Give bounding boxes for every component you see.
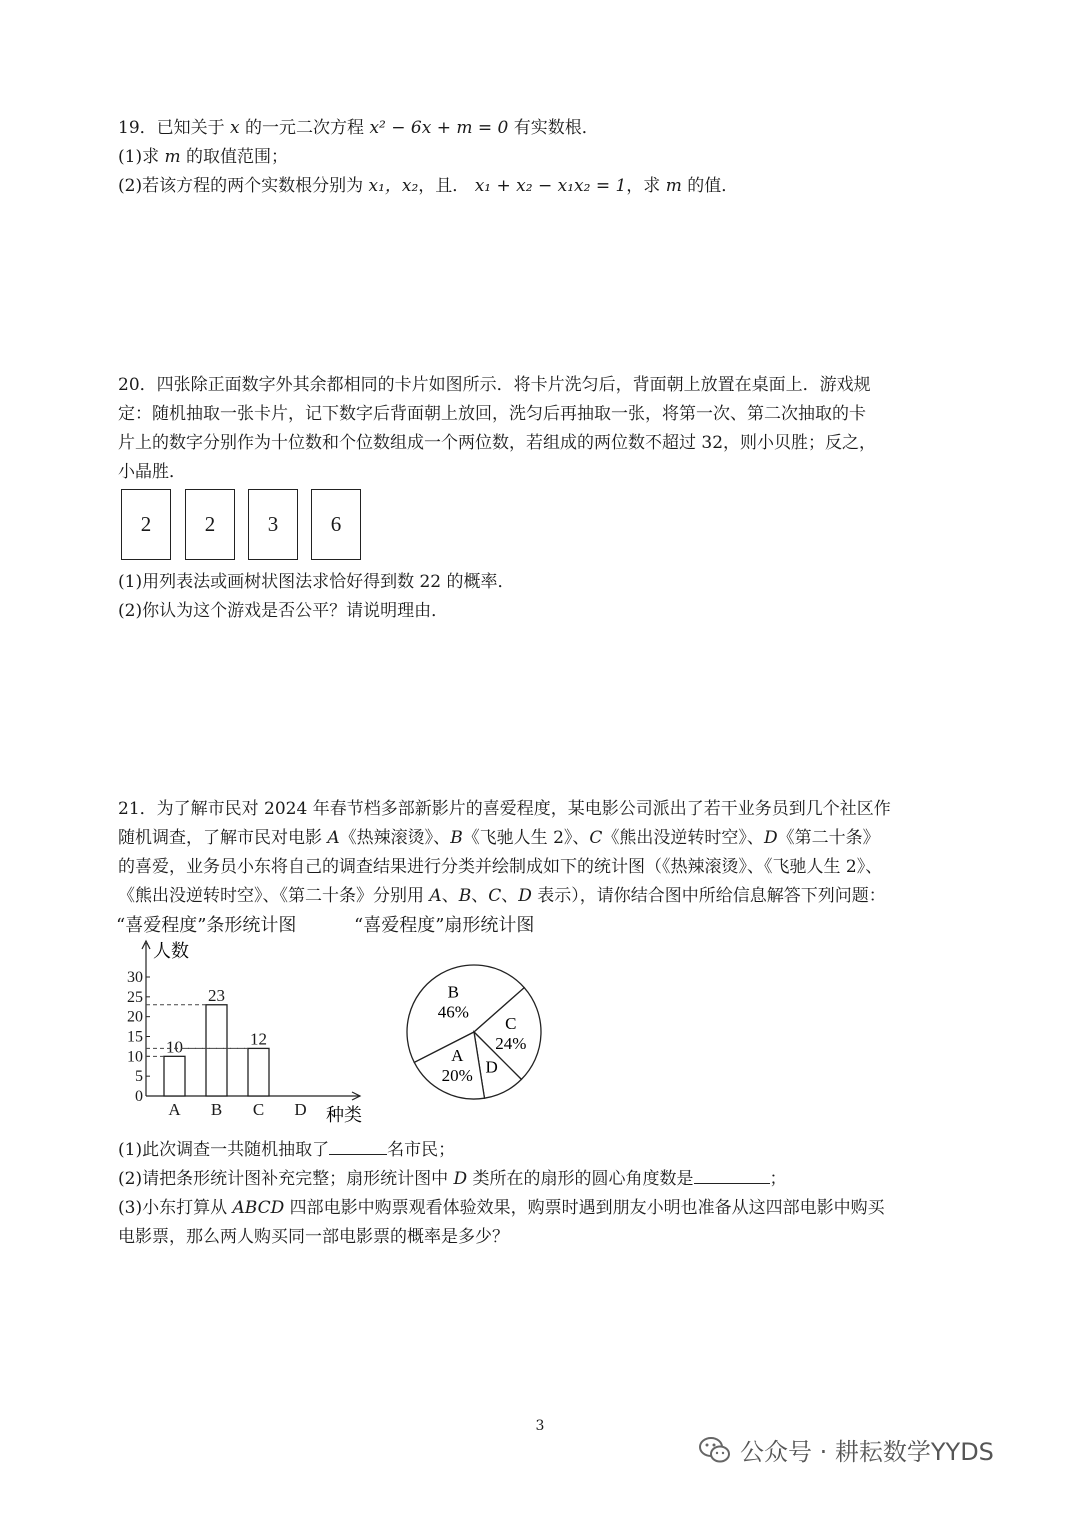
bar-value-label: 23 [208,985,225,1005]
answer-blank-2[interactable] [694,1165,770,1184]
pie-label-b: B [447,982,459,1002]
card-4: 6 [311,489,361,560]
bar-y-tick-label: 0 [135,1088,143,1105]
q21-part3-line1: (3)小东打算从 ABCD 四部电影中购票观看体验效果，购票时遇到朋友小明也准备从这四部电影中购买 [118,1198,885,1218]
q20-part2: (2)你认为这个游戏是否公平？请说明理由． [118,601,449,621]
q19-part1: (1)求 m 的取值范围； [118,147,289,167]
bar-y-tick-label: 5 [135,1068,143,1086]
pie-label-d: D [485,1057,498,1077]
card-3: 3 [248,489,298,560]
footer-text: 公众号 · 耕耘数学YYDS [740,1438,994,1466]
bar-y-label: 人数 [153,941,189,961]
footer-watermark [698,1432,994,1467]
pie-percent-a: 20% [441,1065,473,1085]
q20-stem-line3: 片上的数字分别作为十位数和个位数组成一个两位数，若组成的两位数不超过 32，则小贝胜；反之， [118,433,877,453]
card-2: 2 [185,489,235,560]
pie-chart-title: “喜爱程度”扇形统计图 [354,915,535,936]
bar-x-label: 种类 [326,1105,362,1125]
pie-percent-b: 46% [437,1002,469,1022]
q21-stem-line3: 的喜爱，业务员小东将自己的调查结果进行分类并绘制成如下的统计图（《热辣滚烫》、《飞驰人生 2》、 [118,857,883,877]
bar-x-tick-label: C [252,1100,265,1119]
bar-x-tick-label: B [210,1100,223,1119]
bar-value-label: 10 [166,1037,183,1057]
bar [164,1056,185,1096]
pie-label-a: A [451,1045,464,1065]
bar-y-tick-label: 30 [127,969,143,986]
bar [248,1048,269,1096]
bar-y-tick-label: 10 [127,1048,143,1066]
wechat-icon [698,1435,732,1465]
bar-y-tick-label: 15 [127,1028,143,1046]
q19-part2: (2)若该方程的两个实数根分别为 x₁，x₂，且． x₁ + x₂ − x₁x₂ = 1，求 m 的值． [118,176,739,196]
pie-percent-c: 24% [495,1034,527,1054]
bar-x-tick-label: A [168,1100,181,1119]
bar-x-tick-label: D [294,1100,307,1119]
q21-part2: (2)请把条形统计图补充完整；扇形统计图中 D 类所在的扇形的圆心角度数是 ； [118,1165,787,1193]
bar-value-label: 12 [250,1029,267,1049]
q21-stem-line2: 随机调查，了解市民对电影 A《热辣滚烫》、B《飞驰人生 2》、C《熊出没逆转时空》、D《第二十条》 [118,828,880,848]
q21-stem-line1: 21．为了解市民对 2024 年春节档多部新影片的喜爱程度，某电影公司派出了若干业务员到几个社区作 [118,799,891,819]
q21-part1: (1)此次调查一共随机抽取了 名市民； [118,1136,455,1164]
pie-label-c: C [505,1014,517,1034]
q21-part3-line2: 电影票，那么两人购买同一部电影票的概率是多少？ [118,1227,509,1247]
pie-chart [400,960,560,1110]
page-number: 3 [535,1418,545,1434]
q20-stem-line4: 小晶胜． [118,462,186,482]
bar-chart [108,935,378,1130]
card-1: 2 [121,489,171,560]
bar-chart-title: “喜爱程度”条形统计图 [116,915,297,936]
q21-stem-line4: 《熊出没逆转时空》、《第二十条》分别用 A、B、C、D 表示），请你结合图中所给信息解答下列问题： [118,886,886,906]
q20-stem-line1: 20．四张除正面数字外其余都相同的卡片如图所示．将卡片洗匀后，背面朝上放置在桌面上．游戏规 [118,375,871,395]
q20-part1: (1)用列表法或画树状图法求恰好得到数 22 的概率． [118,572,515,592]
bar [206,1005,227,1096]
q20-stem-line2: 定：随机抽取一张卡片，记下数字后背面朝上放回，洗匀后再抽取一张，将第一次、第二次抽取的卡 [118,404,866,424]
bar-y-tick-label: 25 [127,988,143,1006]
answer-blank-1[interactable] [329,1136,387,1155]
bar-y-tick-label: 20 [127,1008,143,1026]
q19-stem: 19．已知关于 x 的一元二次方程 x² − 6x + m = 0 有实数根． [118,118,599,138]
